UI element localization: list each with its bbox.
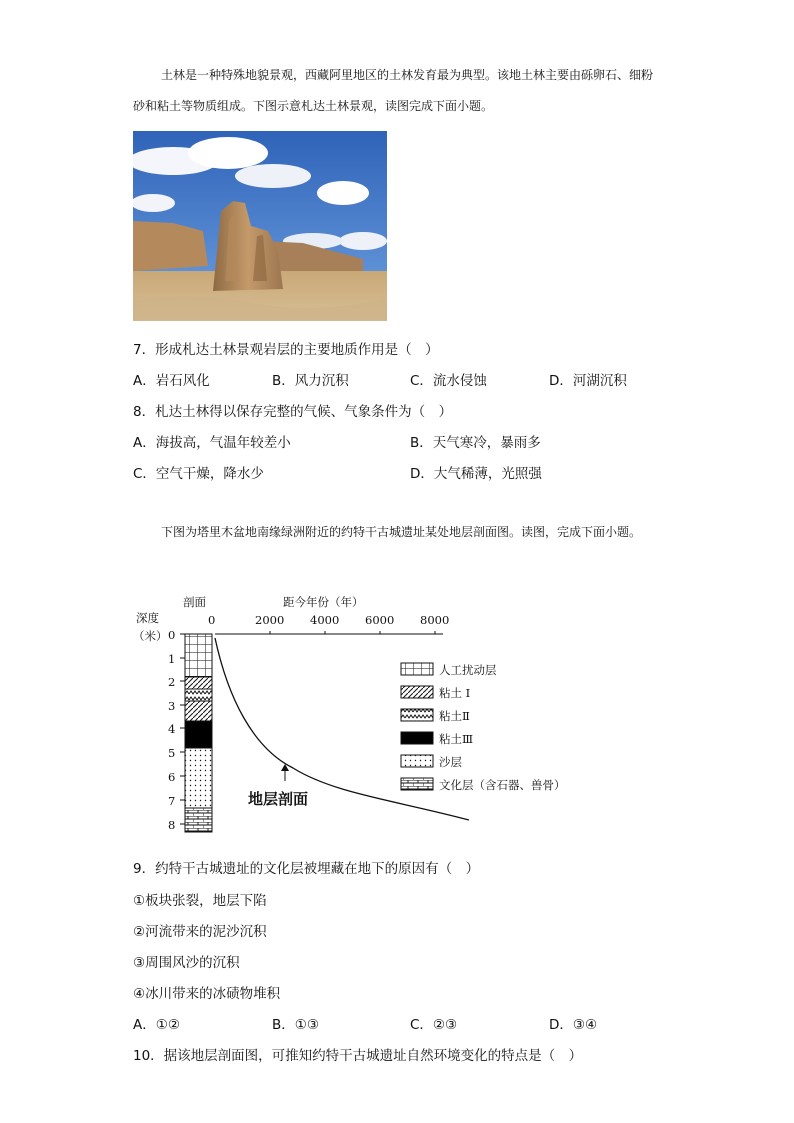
- depth-label-2: （米）: [133, 629, 168, 643]
- x-tick-8000: 8000: [420, 613, 450, 627]
- xaxis-label: 距今年份（年）: [283, 595, 364, 609]
- legend-clay-1: 粘土 I: [439, 686, 471, 700]
- q9-option-b[interactable]: B．①③: [272, 1017, 319, 1033]
- layer-artificial: [185, 634, 212, 677]
- question-7-stem: 7．形成札达土林景观岩层的主要地质作用是（ ）: [133, 342, 439, 358]
- depth-tick-4: 4: [168, 722, 176, 736]
- layer-clay-2: [185, 689, 212, 701]
- layer-sand: [185, 748, 212, 808]
- q9-option-d[interactable]: D．③④: [549, 1017, 598, 1033]
- q9-option-c[interactable]: C．②③: [410, 1017, 458, 1033]
- q7-option-a[interactable]: A．岩石风化: [133, 373, 210, 389]
- q7-option-d[interactable]: D．河湖沉积: [549, 373, 627, 389]
- depth-tick-6: 6: [168, 770, 176, 784]
- q9-option-a[interactable]: A．①②: [133, 1017, 180, 1033]
- q8-option-a[interactable]: A．海拔高，气温年较差小: [133, 435, 291, 451]
- q9-item-3: ③周围风沙的沉积: [133, 955, 240, 971]
- zanda-earth-forest-photo: [133, 131, 387, 321]
- stratigraphic-section-figure: [133, 588, 613, 840]
- legend-clay-3: 粘土Ⅲ: [439, 732, 474, 746]
- q7-option-c[interactable]: C．流水侵蚀: [410, 373, 487, 389]
- layer-clay-3: [185, 721, 212, 748]
- q8-option-c[interactable]: C．空气干燥，降水少: [133, 466, 264, 482]
- depth-tick-0: 0: [168, 628, 176, 642]
- intro-paragraph-1: 土林是一种特殊地貌景观，西藏阿里地区的土林发育最为典型。该地土林主要由砾卵石、细粉砂和粘土等物质组成。下图示意札达土林景观，读图完成下面小题。: [133, 68, 654, 113]
- legend-artificial: 人工扰动层: [439, 663, 497, 677]
- curve-label: 地层剖面: [248, 790, 309, 808]
- q9-item-2: ②河流带来的泥沙沉积: [133, 924, 267, 940]
- depth-tick-3: 3: [168, 699, 176, 713]
- depth-tick-5: 5: [168, 746, 176, 760]
- section-label: 剖面: [183, 595, 206, 609]
- question-10-stem: 10．据该地层剖面图，可推知约特干古城遗址自然环境变化的特点是（ ）: [133, 1048, 583, 1064]
- depth-label-1: 深度: [136, 611, 159, 625]
- depth-tick-8: 8: [168, 818, 176, 832]
- legend-culture: 文化层（含石器、兽骨）: [439, 778, 566, 792]
- q9-item-4: ④冰川带来的冰碛物堆积: [133, 986, 281, 1002]
- x-tick-6000: 6000: [365, 613, 395, 627]
- depth-tick-1: 1: [168, 652, 176, 666]
- depth-tick-2: 2: [168, 675, 176, 689]
- x-tick-0: 0: [208, 613, 216, 627]
- legend-clay-2: 粘土Ⅱ: [439, 709, 470, 723]
- q8-option-b[interactable]: B．天气寒冷，暴雨多: [410, 435, 541, 451]
- q8-option-d[interactable]: D．大气稀薄，光照强: [410, 466, 542, 482]
- legend-sand: 沙层: [439, 755, 462, 769]
- layer-clay-1b: [185, 701, 212, 721]
- intro-paragraph-2: 下图为塔里木盆地南缘绿洲附近的约特干古城遗址某处地层剖面图。读图，完成下面小题。: [161, 525, 642, 539]
- q7-option-b[interactable]: B．风力沉积: [272, 373, 349, 389]
- layer-clay-1a: [185, 677, 212, 689]
- q9-item-1: ①板块张裂，地层下陷: [133, 893, 267, 909]
- x-tick-4000: 4000: [310, 613, 340, 627]
- question-8-stem: 8．札达土林得以保存完整的气候、气象条件为（ ）: [133, 404, 453, 420]
- layer-culture: [185, 808, 212, 832]
- question-9-stem: 9．约特干古城遗址的文化层被埋藏在地下的原因有（ ）: [133, 861, 480, 877]
- depth-tick-7: 7: [168, 794, 176, 808]
- x-tick-2000: 2000: [255, 613, 285, 627]
